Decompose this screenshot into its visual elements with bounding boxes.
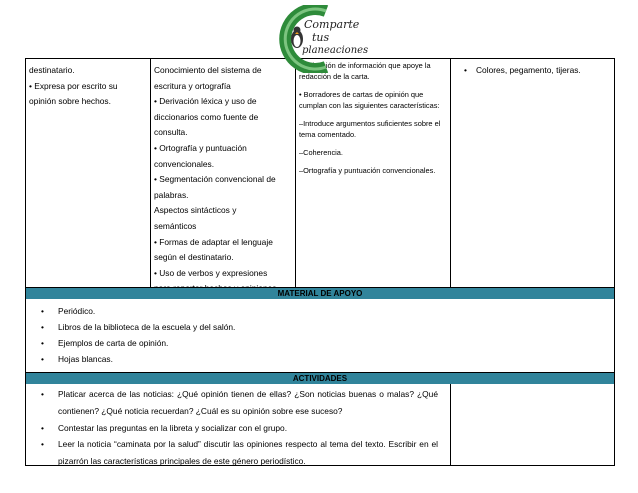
text-line: Conocimiento del sistema de [154, 65, 262, 75]
list-item: • Colores, pegamento, tijeras. [458, 63, 608, 79]
text-line: • Ortografía y puntuación [154, 142, 247, 153]
text-line: convencionales. [154, 158, 215, 169]
col-divider-1 [150, 59, 151, 287]
text-line: • Expresa por escrito su [29, 80, 118, 91]
list-item: • Platicar acerca de las noticias: ¿Qué opinión tienen de ellas? ¿Son noticias buenas o malas? ¿Qué contienen? ¿Qué noticia recuerdan? ¿Cuál es su opinión sobre ese suceso? [26, 386, 442, 420]
logo-line3: planeaciones [302, 45, 369, 56]
text-line: opinión sobre hechos. [29, 96, 111, 107]
planning-table [25, 58, 615, 466]
text-line: consulta. [154, 127, 188, 138]
logo-line1: Comparte [304, 18, 360, 31]
text-line: • Formas de adaptar el lenguaje [154, 236, 273, 247]
col2-cell [154, 63, 292, 297]
text-line: escritura y ortografía [154, 80, 231, 91]
material-list [26, 303, 614, 367]
list-item: • Periódico. [26, 303, 614, 319]
text-paragraph: –Introduce argumentos suficientes sobre el tema comentado. [299, 119, 441, 139]
text-line: palabras. [154, 189, 189, 200]
list-item: • Contestar las preguntas en la libreta y socializar con el grupo. [26, 420, 442, 437]
text-line: • Uso de verbos y expresiones [154, 267, 268, 278]
col3-cell [299, 60, 449, 183]
text-line: Aspectos sintácticos y [154, 205, 237, 216]
text-paragraph: –Coherencia. [299, 148, 343, 157]
list-item: • Libros de la biblioteca de la escuela y del salón. [26, 319, 614, 335]
section-header-material: MATERIAL DE APOYO [26, 288, 614, 299]
text-line: diccionarios como fuente de [154, 111, 259, 122]
list-item: • Ejemplos de carta de opinión. [26, 335, 614, 351]
list-item: • Leer la noticia “caminata por la salud” discutir las opiniones respecto al tema del texto. Escribir en el pizarrón las características principales de este género periodístico. [26, 436, 442, 470]
text-paragraph: • Borradores de cartas de opinión que cumplan con las siguientes características: [299, 90, 440, 110]
col1-cell [29, 63, 145, 110]
section-header-actividades: ACTIVIDADES [26, 373, 614, 384]
list-item: • Hojas blancas. [26, 351, 614, 367]
text-line: semánticos [154, 220, 197, 231]
text-line: • Segmentación convencional de [154, 174, 276, 185]
col4-cell [458, 63, 608, 79]
col-divider-2 [295, 59, 296, 287]
col-divider-3 [450, 59, 451, 287]
comparte-logo [266, 5, 376, 73]
logo-line2: tus [312, 31, 330, 44]
text-line: según el destinatario. [154, 252, 234, 263]
text-paragraph: –Ortografía y puntuación convencionales. [299, 166, 436, 175]
activities-list [26, 386, 442, 470]
text-line: destinatario. [29, 65, 75, 75]
col-divider-activities [450, 384, 451, 466]
text-line: • Derivación léxica y uso de [154, 96, 257, 107]
text-paragraph: • Selección de información que apoye la redacción de la carta. [299, 61, 431, 81]
